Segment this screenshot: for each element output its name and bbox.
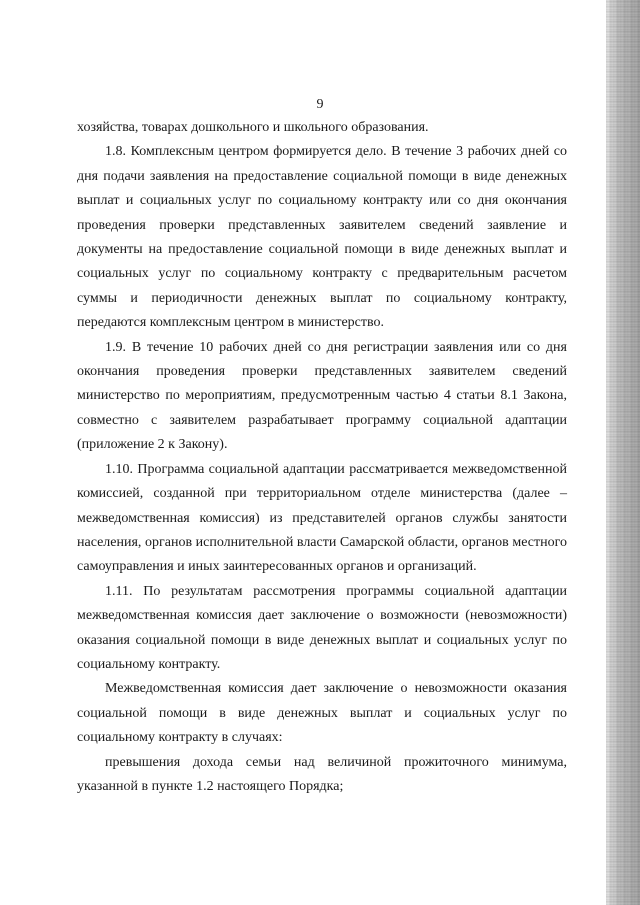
paragraph-1-11: 1.11. По результатам рассмотрения программы социальной адаптации межведомственная комиссия дает заключение о возможности (невозможности) оказания социальной помощи в виде денежных выплат и социальных услуг по социальному контракту. — [77, 583, 567, 672]
document-body — [77, 116, 567, 799]
page-number: 9 — [316, 97, 324, 112]
paragraph-1-8: 1.8. Комплексным центром формируется дело. В течение 3 рабочих дней со дня подачи заявления на предоставление социальной помощи в виде денежных выплат и социальных услуг по социальному контракту или со дня окончания проведения проверки представленных заявителем сведений заявление и документы на предоставление социальной помощи в виде денежных выплат и социальных услуг по социальному контракту с предварительным расчетом суммы и периодичности денежных выплат по социальному контракту, передаются комплексным центром в министерство. — [77, 144, 567, 331]
paragraph-refusal-cases: Межведомственная комиссия дает заключение о невозможности оказания социальной помощи в виде денежных выплат и социальных услуг по социальному контракту в случаях: — [77, 681, 567, 746]
scan-edge-texture — [606, 0, 640, 905]
paragraph-1-9: 1.9. В течение 10 рабочих дней со дня регистрации заявления или со дня окончания проведения проверки представленных заявителем сведений министерство по мероприятиям, предусмотренным частью 4 статьи 8.1 Закона, совместно с заявителем разрабатывает программу социальной адаптации (приложение 2 к Закону). — [77, 339, 567, 453]
paragraph-1-10: 1.10. Программа социальной адаптации рассматривается межведомственной комиссией, созданной при территориальном отделе министерства (далее – межведомственная комиссия) из представителей органов службы занятости населения, органов исполнительной власти Самарской области, органов местного самоуправления и иных заинтересованных органов и организаций. — [77, 461, 567, 575]
paragraph-continuation: хозяйства, товарах дошкольного и школьного образования. — [77, 120, 429, 135]
paragraph-income-excess: превышения дохода семьи над величиной прожиточного минимума, указанной в пункте 1.2 настоящего Порядка; — [77, 754, 567, 794]
